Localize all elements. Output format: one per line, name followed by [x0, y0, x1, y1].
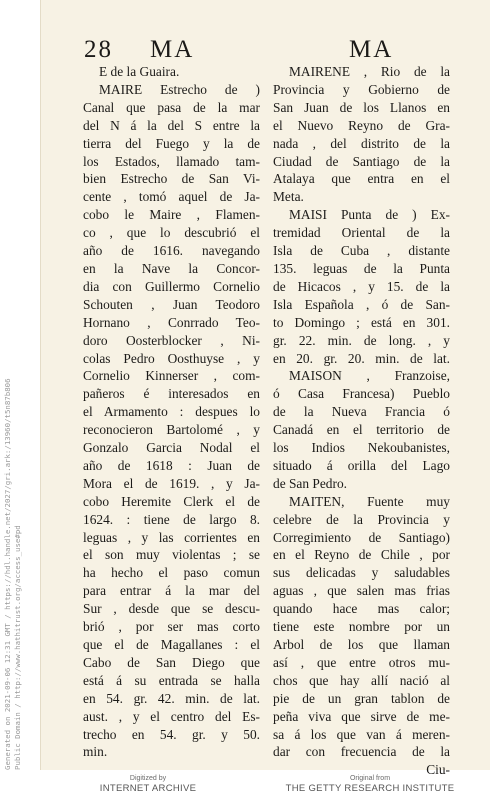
text-line: leguas , y las corrientes en: [83, 529, 260, 545]
text-line: Atalaya que entra en el: [273, 171, 450, 187]
text-line: está á su entrada se halla: [83, 672, 260, 688]
text-line: aguas , que salen mas frias: [273, 583, 450, 599]
text-line: quando hace mas calor;: [273, 601, 450, 617]
text-line: San Juan de los Llanos en: [273, 99, 450, 115]
text-line: cobo le Maire , Flamen-: [83, 207, 260, 223]
text-line: tremidad Oriental de la: [273, 225, 450, 241]
text-line: sa á los que van á meren-: [273, 726, 450, 742]
text-line: min.: [83, 744, 108, 760]
text-line: colas Pedro Oosthuyse , y: [83, 350, 260, 366]
stamp-public-domain-line: Public Domain / http://www.hathitrust.org/access_use#pd: [13, 525, 22, 770]
text-line: el Armamento : despues lo: [83, 404, 260, 420]
text-line: nada , del distrito de la: [273, 135, 450, 151]
text-line: MAISI Punta de ) Ex-: [289, 207, 450, 223]
text-line: los Estados, llamado tam-: [83, 153, 260, 169]
text-line: cobo Heremite Clerk el de: [83, 493, 260, 509]
text-line: pañeros é interesados en: [83, 386, 260, 402]
text-line: chos que hay allí nació al: [273, 672, 450, 688]
text-line: MAISON , Franzoise,: [289, 368, 450, 384]
text-line: Isla Española , ó de San-: [273, 296, 450, 312]
text-line: ha hecho el paso comun: [83, 565, 260, 581]
digitized-by-label: Digitized by: [129, 775, 167, 782]
text-line: que el de Magallanes : el: [83, 637, 260, 652]
text-line: MAIRENE , Rio de la: [289, 64, 450, 79]
text-line: E de la Guaira.: [99, 64, 180, 79]
text-line: tierra del Fuego y la de: [83, 135, 260, 151]
text-line: en 54. gr. 42. min. de lat.: [83, 690, 260, 706]
text-line: Provincia y Gobierno de: [273, 81, 450, 97]
text-line: Corregimiento de Santiago): [273, 529, 450, 545]
text-line: dar con frecuencia de la: [273, 744, 450, 760]
text-line: sus delicadas y saludables: [273, 565, 450, 581]
page-header: [84, 36, 454, 64]
text-line: en 20. gr. 20. min. de lat.: [273, 350, 450, 366]
text-line: doro Oosterblocker , Ni-: [83, 332, 260, 348]
text-line: dia con Guillermo Cornelio: [83, 278, 260, 294]
scan-footer: [40, 770, 490, 800]
text-line: Mora el de 1619. , y Ja-: [83, 475, 260, 491]
text-line: celebre de la Provincia y: [273, 511, 450, 527]
text-line: ó Casa Francesa) Pueblo: [273, 386, 450, 402]
text-line: Meta.: [273, 189, 304, 205]
text-line: los Indios Nekoubanistes,: [273, 440, 450, 456]
text-line: to Domingo ; está en 301.: [273, 314, 450, 330]
right-text-column: [273, 63, 450, 779]
right-headword: MA: [349, 36, 394, 63]
text-line: peña viva que sirve de me-: [273, 708, 450, 724]
text-line: para entrar á la mar del: [83, 583, 260, 599]
text-line: año de 1616. navegando: [83, 243, 260, 259]
text-line: Cornelio Kinnerser , com-: [83, 368, 260, 384]
text-line: del N á la del S entre la: [83, 117, 260, 133]
left-headword: MA: [150, 36, 195, 63]
text-line: Schouten , Juan Teodoro: [83, 296, 260, 312]
stamp-generated-line: Generated on 2021-09-06 12:31 GMT / https://hdl.handle.net/2027/gri.ark:/13960/t5n87b806: [3, 378, 12, 770]
left-text-column: [83, 63, 260, 761]
text-line: el Nuevo Reyno de Gra-: [273, 117, 450, 133]
text-line: de San Pedro.: [273, 475, 348, 491]
text-line: pie de un gran tablon de: [273, 690, 450, 706]
text-line: reconocieron Bartolomé , y: [83, 422, 260, 438]
hathitrust-access-stamp: [3, 378, 23, 770]
text-line: Ciu-: [426, 762, 450, 778]
text-line: cente , tomó aquel de Ja-: [83, 189, 260, 205]
text-line: Canadá en el territorio de: [273, 422, 450, 438]
text-line: de la Nueva Francia ó: [273, 404, 450, 420]
text-line: situado á orilla del Lago: [273, 457, 450, 473]
getty-institute-text: THE GETTY RESEARCH INSTITUTE: [285, 783, 455, 794]
text-line: Ciudad de Santiago de la: [273, 153, 450, 169]
text-line: el son muy violentas ; se: [83, 547, 260, 563]
source-credit: [270, 774, 470, 794]
internet-archive-logo-text: INTERNET ARCHIVE: [99, 783, 197, 794]
page-number: 28: [84, 36, 113, 63]
text-line: 1624. : tiene de largo 8.: [83, 511, 260, 527]
text-line: MAIRE Estrecho de ): [99, 81, 260, 97]
text-line: Canal que pasa de la mar: [83, 99, 260, 115]
text-line: tiene este nombre por un: [273, 619, 450, 635]
digitizer-credit: [68, 774, 228, 794]
text-line: año de 1618 : Juan de: [83, 457, 260, 473]
text-line: trecho en 54. gr. y 50.: [83, 726, 260, 742]
text-line: aust. , y el centro del Es-: [83, 708, 260, 724]
text-line: en la Nave la Concor-: [83, 260, 260, 276]
text-line: brió , por ser mas corto: [83, 619, 260, 635]
text-line: Sur , desde que se descu-: [83, 601, 260, 617]
text-line: así , que entre otros mu-: [273, 654, 450, 670]
text-line: Hornano , Conrrado Teo-: [83, 314, 260, 330]
text-line: Arbol de los que llaman: [273, 637, 450, 652]
text-line: bien Estrecho de San Vi-: [83, 171, 260, 187]
text-line: Gonzalo Garcia Nodal el: [83, 440, 260, 456]
text-line: Cabo de San Diego que: [83, 654, 260, 670]
text-line: en el Reyno de Chile , por: [273, 547, 450, 563]
text-line: MAITEN, Fuente muy: [289, 493, 450, 509]
text-line: Isla de Cuba , distante: [273, 243, 450, 259]
text-line: de Hicacos , y 15. de la: [273, 278, 450, 294]
text-line: 135. leguas de la Punta: [273, 260, 450, 276]
text-line: gr. 22. min. de long. , y: [273, 332, 450, 348]
text-line: co , que lo descubrió el: [83, 225, 260, 241]
original-from-label: Original from: [349, 775, 391, 782]
